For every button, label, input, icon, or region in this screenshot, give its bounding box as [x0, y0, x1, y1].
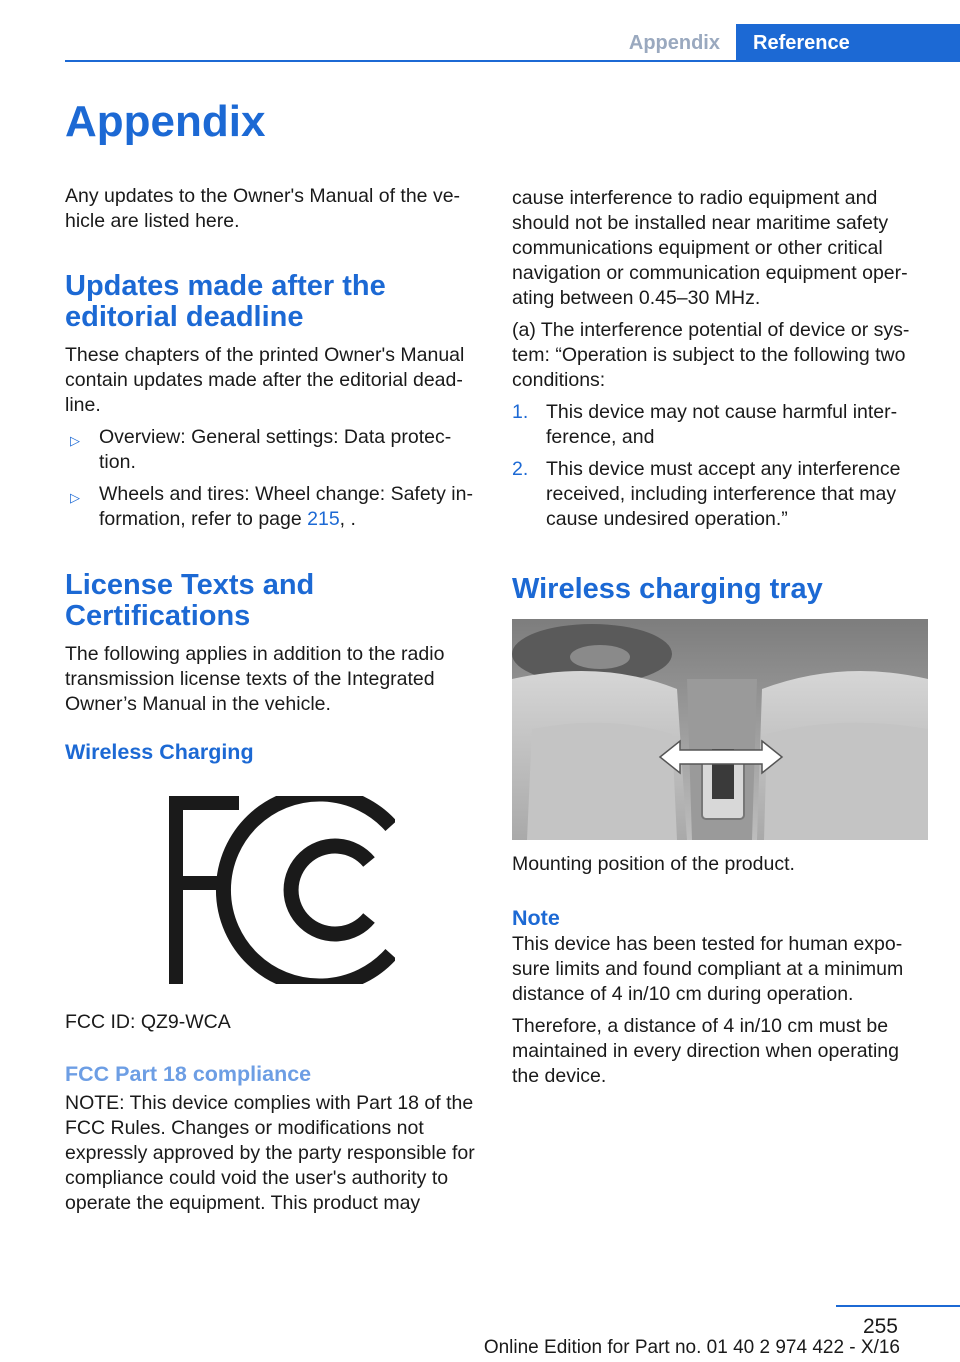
list-item-text: This device must accept any interference received, including interference that may cause undesired operation.” — [546, 458, 901, 530]
fcc-id: FCC ID: QZ9-WCA — [65, 1011, 231, 1033]
header-tab-appendix[interactable]: Appendix — [628, 32, 720, 54]
updates-list — [65, 425, 480, 532]
list-item — [512, 457, 927, 532]
license-heading: License Texts and Certifications — [65, 569, 315, 632]
list-item — [65, 482, 480, 532]
edition-text: Online Edition for Part no. 01 40 2 974 422 - X/16 — [483, 1337, 900, 1358]
triangle-bullet-icon: ▷ — [70, 490, 80, 505]
license-text: The following applies in addition to the radio transmission license texts of the Integrated Owner’s Manual in the vehicle. — [65, 643, 445, 715]
page-number: 255 — [862, 1315, 898, 1338]
note-text-2: Therefore, a distance of 4 in/10 cm must be maintained in every direction when operating the device. — [512, 1015, 899, 1087]
updates-heading: Updates made after the editorial deadline — [65, 270, 386, 333]
page-link-215[interactable]: 215 — [307, 508, 340, 530]
interference-text: (a) The interference potential of device or sys‐tem: “Operation is subject to the following two conditions: — [512, 319, 910, 391]
continuation-text: cause interference to radio equipment and should not be installed near maritime safety communications equipment or other critical navigation or communication equipment oper‐ating between 0.45–30 MHz. — [512, 187, 908, 309]
list-item-text: Wheels and tires: Wheel change: Safety in‐formation, refer to page — [99, 483, 473, 530]
updates-text: These chapters of the printed Owner's Manual contain updates made after the editorial dead‐line. — [65, 344, 465, 416]
list-item-text-after: , . — [339, 508, 356, 530]
part18-heading: FCC Part 18 compliance — [65, 1062, 312, 1086]
intro-text: Any updates to the Owner's Manual of the ve‐hicle are listed here. — [65, 185, 461, 232]
page-title: Appendix — [65, 97, 266, 146]
wireless-charging-heading: Wireless Charging — [65, 740, 254, 764]
list-item — [512, 400, 927, 450]
left-column — [65, 184, 480, 1223]
list-number: 2. — [512, 458, 529, 480]
footer-rule — [836, 1305, 960, 1307]
list-number: 1. — [512, 401, 529, 423]
right-column — [512, 186, 927, 1096]
charging-tray-photo — [512, 619, 928, 840]
part18-text: NOTE: This device complies with Part 18 of the FCC Rules. Changes or modifications not expressly approved by the party responsible for compliance could void the user's authority to operate the equipment. This product may — [65, 1092, 475, 1214]
list-item-text: This device may not cause harmful inter‐ference, and — [546, 401, 898, 448]
conditions-list — [512, 400, 927, 532]
list-item-text: Overview: General settings: Data protec‐tion. — [99, 426, 452, 473]
note-heading: Note — [512, 906, 560, 930]
triangle-bullet-icon: ▷ — [70, 433, 80, 448]
photo-caption: Mounting position of the product. — [512, 853, 795, 875]
header-rule — [65, 60, 960, 62]
list-item — [65, 425, 480, 475]
header-tab-reference[interactable]: Reference — [736, 24, 960, 62]
note-text-1: This device has been tested for human expo‐sure limits and found compliant at a minimum distance of 4 in/10 cm during operation. — [512, 933, 904, 1005]
fcc-logo — [169, 796, 395, 984]
tray-heading: Wireless charging tray — [512, 573, 823, 605]
